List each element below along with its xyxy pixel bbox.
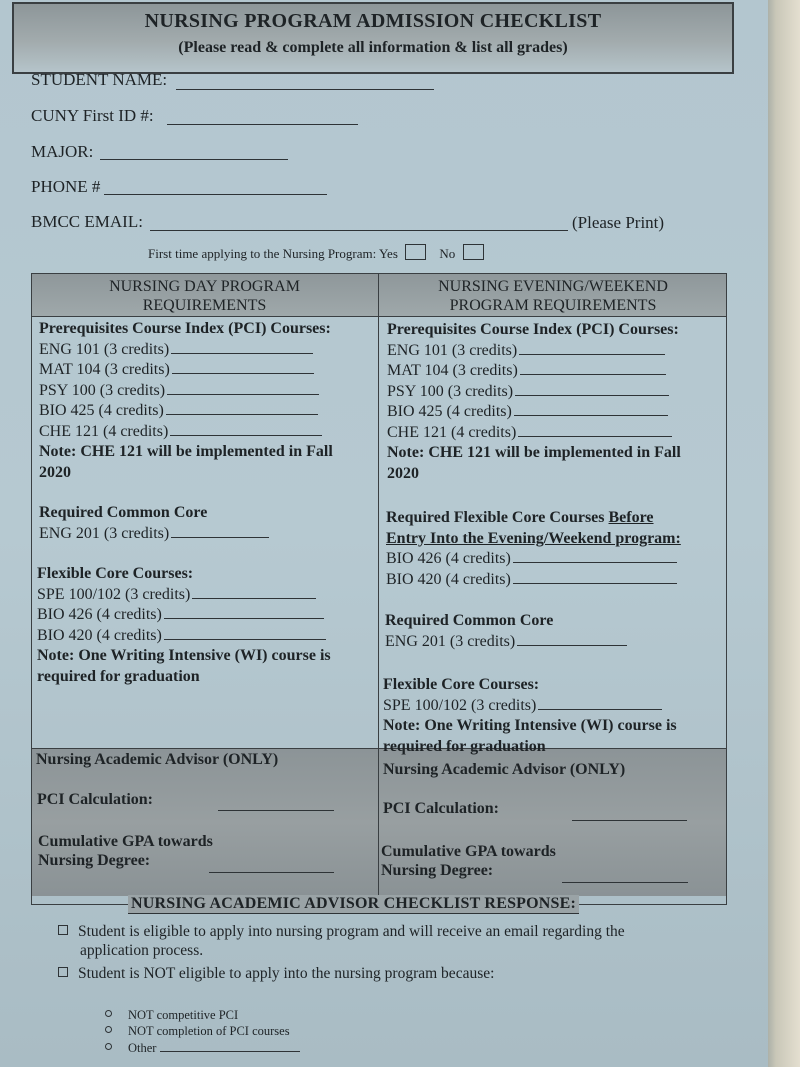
reason-bullet[interactable] bbox=[105, 1010, 112, 1017]
evening-common-title: Required Common Core bbox=[385, 612, 554, 629]
evening-pci-course: MAT 104 (3 credits) bbox=[387, 361, 681, 382]
day-header-line2: REQUIREMENTS bbox=[142, 297, 267, 314]
reason-item: NOT competitive PCI bbox=[105, 1007, 300, 1023]
day-che-note-line1: Note: CHE 121 will be implemented in Fall bbox=[39, 443, 333, 460]
eligible-checkbox[interactable] bbox=[58, 925, 68, 935]
student-name-label: STUDENT NAME: bbox=[31, 70, 168, 89]
evening-header-line2: PROGRAM REQUIREMENTS bbox=[449, 297, 657, 314]
yes-checkbox[interactable] bbox=[405, 244, 426, 260]
day-pci-section bbox=[39, 319, 333, 483]
eligible-text-line2: application process. bbox=[80, 942, 204, 959]
evening-flex-core bbox=[383, 675, 677, 757]
no-label: No bbox=[439, 246, 456, 261]
major-field[interactable] bbox=[100, 159, 288, 160]
evening-pci-course: BIO 425 (4 credits) bbox=[387, 402, 681, 423]
not-eligible-option bbox=[58, 964, 494, 983]
reason-item: Other bbox=[105, 1039, 300, 1056]
evening-wi-note-line1: Note: One Writing Intensive (WI) course is bbox=[383, 717, 677, 734]
evening-wi-note-line2: required for graduation bbox=[383, 737, 546, 755]
day-flex-course: BIO 420 (4 credits) bbox=[37, 626, 331, 647]
evening-che-note-line2: 2020 bbox=[387, 464, 419, 482]
evening-pci-title: Prerequisites Course Index (PCI) Courses: bbox=[387, 321, 679, 338]
no-checkbox[interactable] bbox=[463, 244, 484, 260]
day-pci-course: CHE 121 (4 credits) bbox=[39, 422, 333, 443]
form-title: NURSING PROGRAM ADMISSION CHECKLIST bbox=[144, 10, 602, 32]
evening-advisor-label: Nursing Academic Advisor (ONLY) bbox=[383, 761, 626, 778]
day-wi-note-line1: Note: One Writing Intensive (WI) course is bbox=[37, 647, 331, 664]
email-field[interactable] bbox=[150, 230, 568, 231]
student-name-field[interactable] bbox=[176, 89, 434, 90]
day-common-core bbox=[39, 503, 269, 544]
cuny-id-label: CUNY First ID #: bbox=[31, 106, 154, 125]
reason-bullet[interactable] bbox=[105, 1026, 112, 1033]
day-wi-note-line2: required for graduation bbox=[37, 667, 200, 685]
day-header-line1: NURSING DAY PROGRAM bbox=[109, 278, 300, 295]
evening-flex-title: Flexible Core Courses: bbox=[383, 676, 540, 693]
first-time-label: First time applying to the Nursing Program: Yes bbox=[148, 246, 398, 261]
day-pci-calc-label: PCI Calculation: bbox=[37, 791, 153, 808]
day-flex-core bbox=[37, 564, 331, 687]
day-pci-course: ENG 101 (3 credits) bbox=[39, 340, 333, 361]
day-advisor-label: Nursing Academic Advisor (ONLY) bbox=[36, 751, 279, 768]
day-pci-title: Prerequisites Course Index (PCI) Courses: bbox=[39, 320, 331, 337]
evening-che-note-line1: Note: CHE 121 will be implemented in Fall bbox=[387, 444, 681, 461]
not-eligible-text: Student is NOT eligible to apply into the nursing program because: bbox=[78, 965, 495, 982]
day-gpa-field[interactable] bbox=[209, 872, 334, 873]
evening-pci-calc-label: PCI Calculation: bbox=[383, 800, 499, 817]
first-time-applying bbox=[148, 244, 484, 262]
evening-pci-course: PSY 100 (3 credits) bbox=[387, 382, 681, 403]
reason-list bbox=[105, 1007, 300, 1056]
evening-common-core bbox=[385, 611, 627, 652]
reason-bullet[interactable] bbox=[105, 1043, 112, 1050]
day-flex-course: SPE 100/102 (3 credits) bbox=[37, 585, 331, 606]
evening-common-course: ENG 201 (3 credits) bbox=[385, 632, 627, 653]
cuny-id-field[interactable] bbox=[167, 124, 358, 125]
email-label: BMCC EMAIL: bbox=[31, 212, 143, 231]
evening-gpa-label: Cumulative GPA towards Nursing Degree: bbox=[381, 843, 556, 879]
day-gpa-label: Cumulative GPA towards Nursing Degree: bbox=[38, 833, 213, 869]
phone-label: PHONE # bbox=[31, 177, 101, 196]
evening-flex-course: SPE 100/102 (3 credits) bbox=[383, 696, 677, 717]
evening-pci-calc-field[interactable] bbox=[572, 820, 687, 821]
phone-field[interactable] bbox=[104, 194, 327, 195]
evening-flex-req-course: BIO 420 (4 credits) bbox=[386, 570, 681, 591]
evening-gpa-field[interactable] bbox=[562, 882, 688, 883]
evening-pci-course: CHE 121 (4 credits) bbox=[387, 423, 681, 444]
day-common-title: Required Common Core bbox=[39, 504, 208, 521]
day-common-course: ENG 201 (3 credits) bbox=[39, 524, 269, 545]
major-label: MAJOR: bbox=[31, 142, 94, 161]
form-subtitle: (Please read & complete all information & list all grades) bbox=[178, 39, 568, 56]
title-box bbox=[12, 2, 734, 74]
evening-flex-req-course: BIO 426 (4 credits) bbox=[386, 549, 681, 570]
column-divider bbox=[378, 273, 379, 905]
not-eligible-checkbox[interactable] bbox=[58, 967, 68, 977]
day-program-header bbox=[33, 277, 376, 315]
day-pci-course: MAT 104 (3 credits) bbox=[39, 360, 333, 381]
evening-header-line1: NURSING EVENING/WEEKEND bbox=[438, 278, 668, 295]
advisor-response-title: NURSING ACADEMIC ADVISOR CHECKLIST RESPONSE: bbox=[128, 895, 579, 914]
evening-flex-req-line2: Entry Into the Evening/Weekend program: bbox=[386, 529, 681, 547]
evening-program-header bbox=[381, 277, 725, 315]
day-pci-course: PSY 100 (3 credits) bbox=[39, 381, 333, 402]
evening-pci-course: ENG 101 (3 credits) bbox=[387, 341, 681, 362]
evening-flex-req-line1: Required Flexible Core Courses Before bbox=[386, 509, 654, 526]
day-flex-course: BIO 426 (4 credits) bbox=[37, 605, 331, 626]
day-flex-title: Flexible Core Courses: bbox=[37, 565, 194, 582]
evening-pci-section bbox=[387, 320, 681, 484]
eligible-option bbox=[58, 922, 625, 960]
eligible-text-line1: Student is eligible to apply into nursing program and will receive an email regarding the bbox=[78, 923, 625, 940]
day-che-note-line2: 2020 bbox=[39, 463, 71, 481]
reason-item: NOT completion of PCI courses bbox=[105, 1023, 300, 1039]
day-pci-course: BIO 425 (4 credits) bbox=[39, 401, 333, 422]
day-pci-calc-field[interactable] bbox=[218, 810, 334, 811]
evening-flex-required bbox=[386, 508, 681, 590]
email-note: (Please Print) bbox=[572, 213, 665, 232]
